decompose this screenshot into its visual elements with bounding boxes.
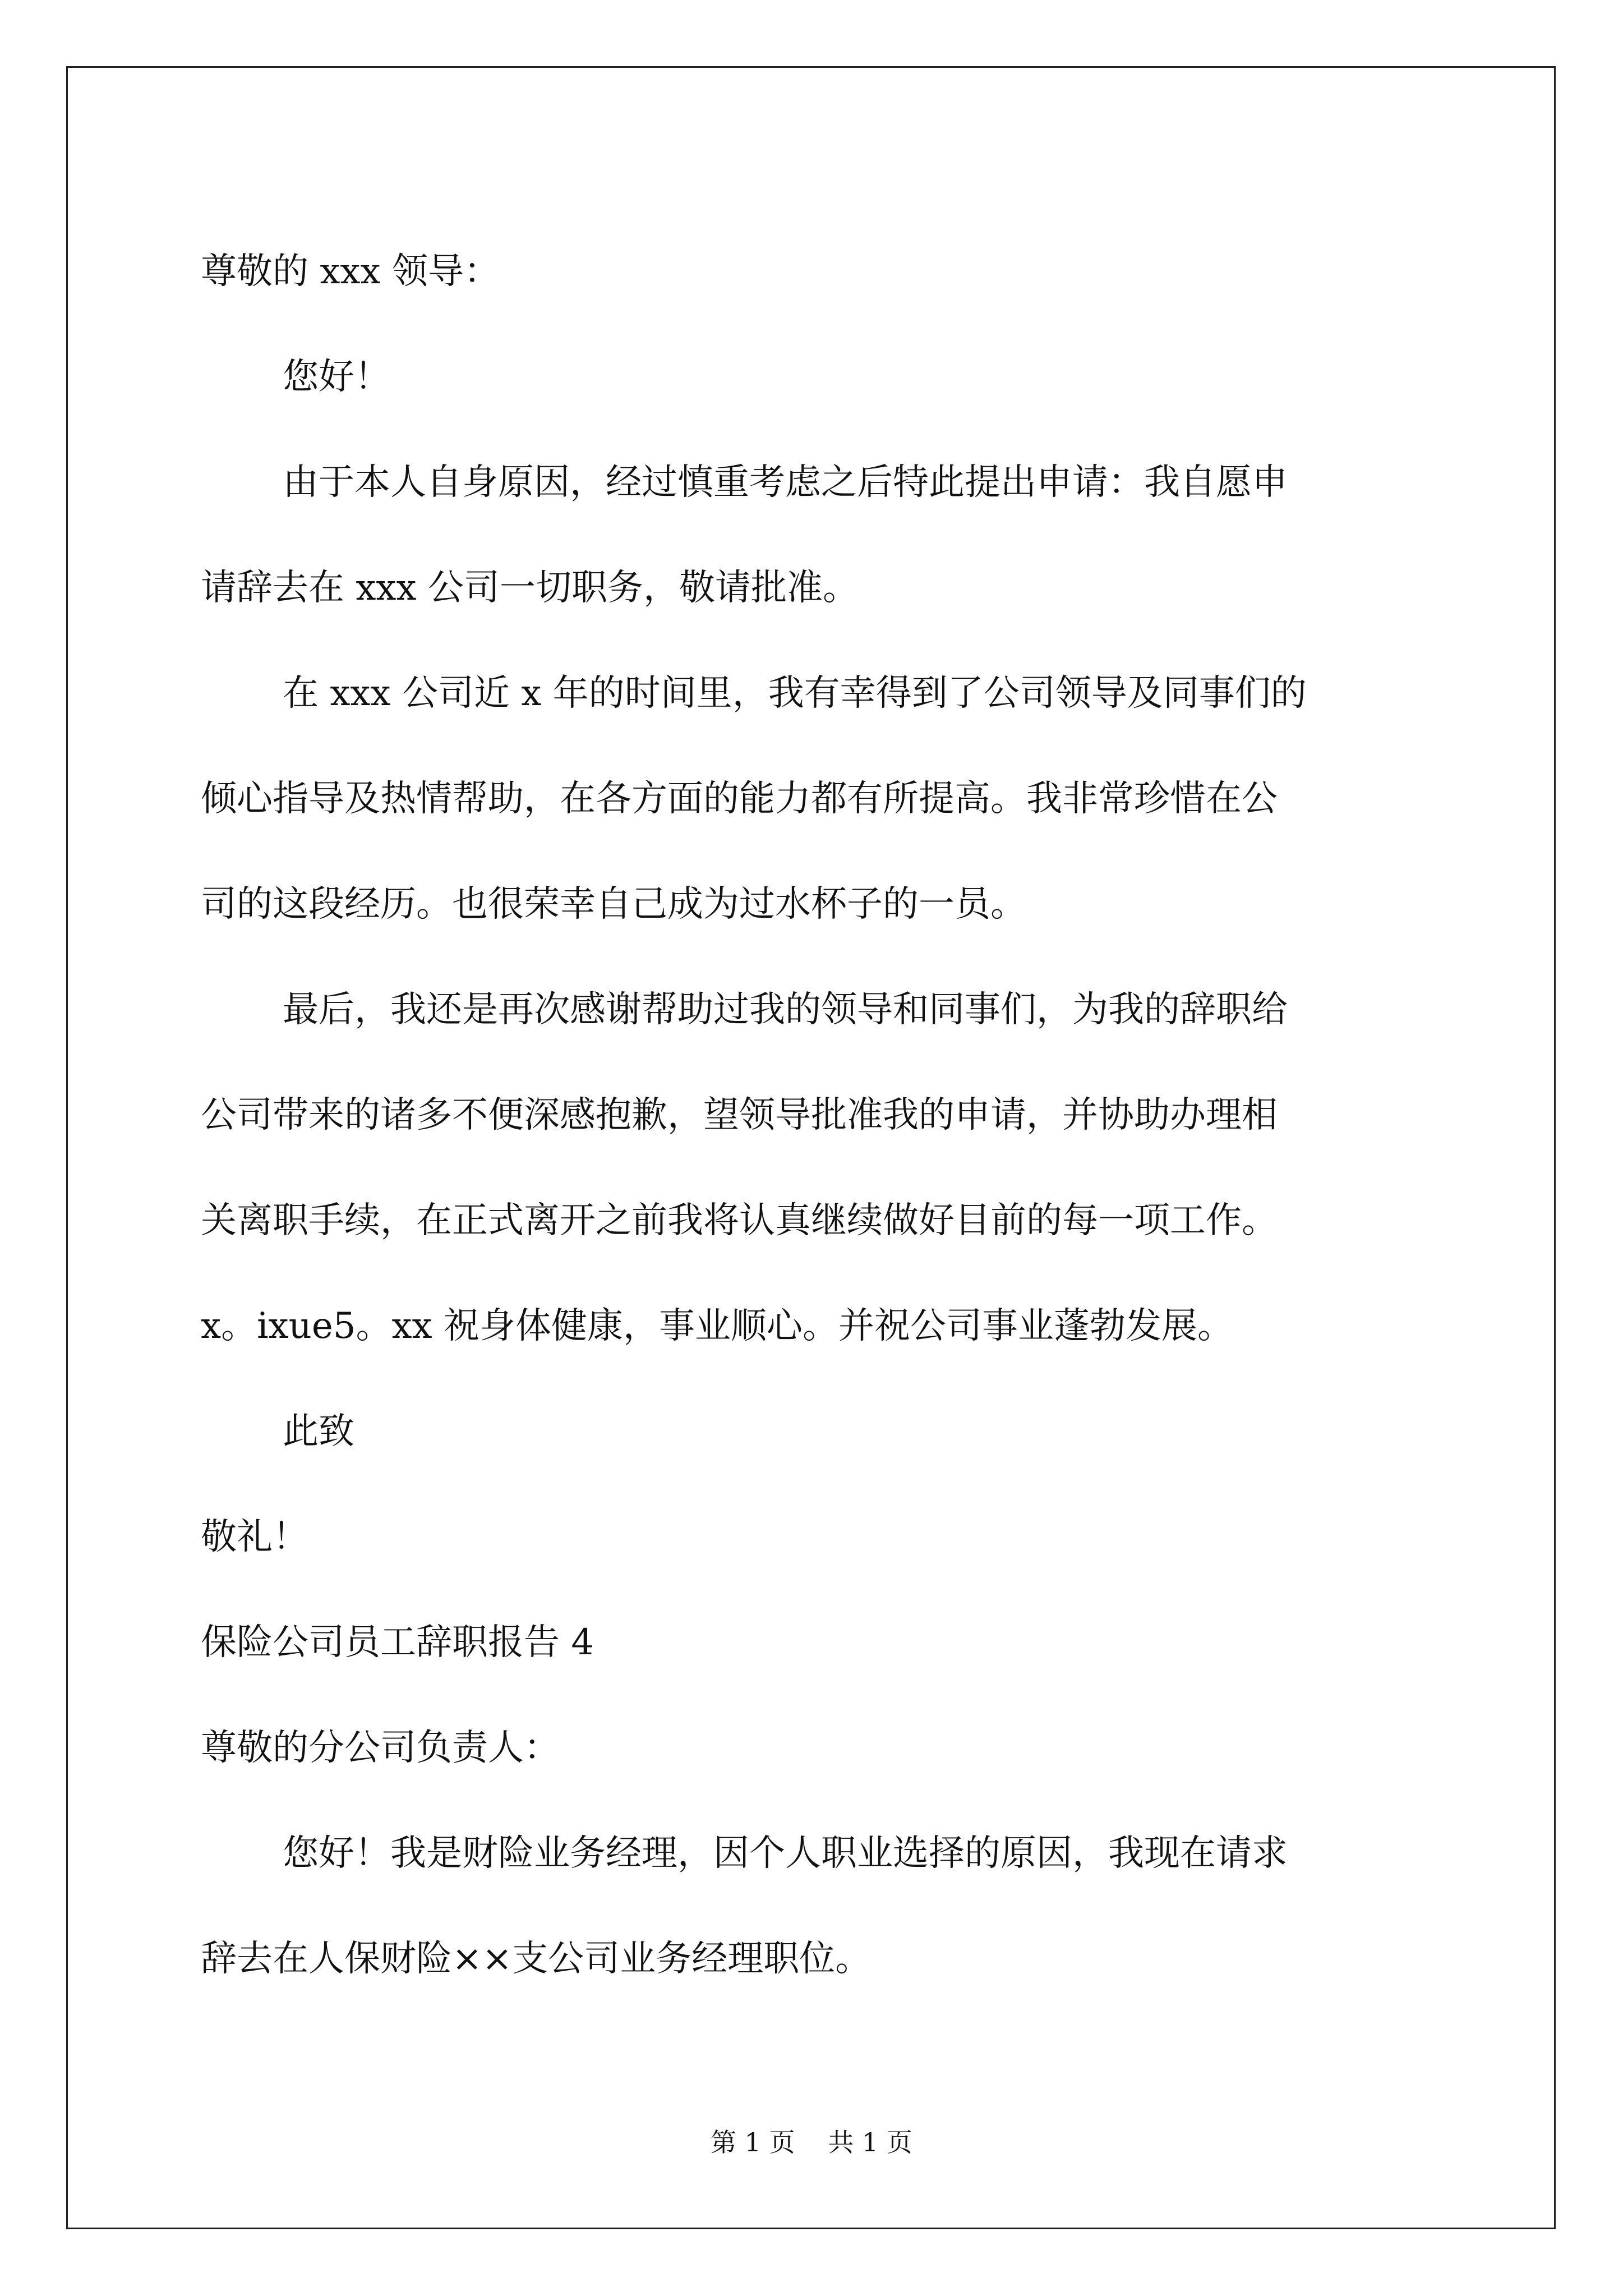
- paragraph-line: 在 xxx 公司近 x 年的时间里，我有幸得到了公司领导及同事们的: [283, 673, 1307, 714]
- paragraph-line: 辞去在人保财险××支公司业务经理职位。: [201, 1938, 872, 1980]
- paragraph-line: 请辞去在 xxx 公司一切职务，敬请批准。: [201, 567, 859, 609]
- paragraph-line: 司的这段经历。也很荣幸自己成为过水杯子的一员。: [201, 884, 1026, 925]
- page-footer: [0, 2122, 1623, 2159]
- document-body: [201, 219, 1435, 2012]
- salutation: 尊敬的 xxx 领导：: [201, 251, 500, 292]
- page-total: 共 1 页: [828, 2127, 912, 2157]
- paragraph-line: 关离职手续，在正式离开之前我将认真继续做好目前的每一项工作。: [201, 1200, 1278, 1241]
- section-title: 保险公司员工辞职报告 4: [201, 1622, 594, 1663]
- paragraph-line: 您好！我是财险业务经理，因个人职业选择的原因，我现在请求: [283, 1833, 1288, 1874]
- page-number: 第 1 页: [711, 2127, 795, 2157]
- paragraph-line: x。ixue5。xx 祝身体健康，事业顺心。并祝公司事业蓬勃发展。: [201, 1305, 1233, 1347]
- paragraph-line: 最后，我还是再次感谢帮助过我的领导和同事们，为我的辞职给: [283, 989, 1288, 1030]
- salutation: 尊敬的分公司负责人：: [201, 1727, 560, 1769]
- closing-line: 敬礼！: [201, 1516, 308, 1558]
- paragraph-line: 倾心指导及热情帮助，在各方面的能力都有所提高。我非常珍惜在公: [201, 778, 1278, 820]
- paragraph-line: 由于本人自身原因，经过慎重考虑之后特此提出申请：我自愿申: [283, 462, 1288, 503]
- paragraph-line: 公司带来的诸多不便深感抱歉，望领导批准我的申请，并协助办理相: [201, 1094, 1278, 1136]
- greeting: 您好！: [283, 356, 390, 398]
- closing-line: 此致: [283, 1411, 354, 1452]
